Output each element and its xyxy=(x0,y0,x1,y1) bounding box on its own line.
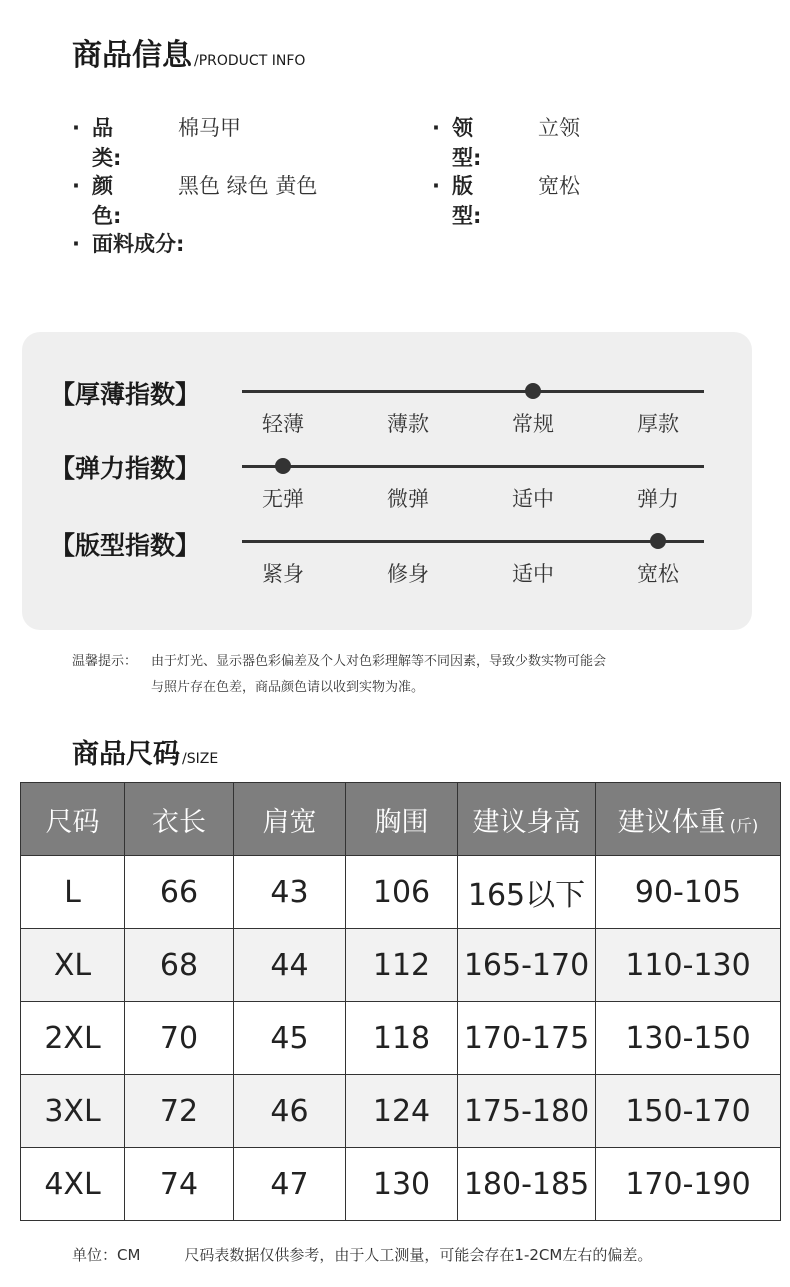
scale-label: 微弹 xyxy=(387,487,429,511)
info-key: 颜 色: xyxy=(92,174,155,228)
table-cell: 44 xyxy=(234,929,346,1002)
size-title xyxy=(72,732,218,771)
product-info-title xyxy=(72,30,305,74)
table-cell: 112 xyxy=(346,929,458,1002)
product-info-heading: 商品信息 xyxy=(72,38,192,73)
scale-label: 厚款 xyxy=(637,412,679,436)
table-cell: 165以下 xyxy=(458,856,596,929)
note-line: 由于灯光、显示器色彩偏差及个人对色彩理解等不同因素，导致少数实物可能会 xyxy=(151,654,607,669)
scale-label: 弹力 xyxy=(637,487,679,511)
note-label: 温馨提示： xyxy=(72,654,138,669)
table-cell: 170-175 xyxy=(458,1002,596,1075)
thickness-index-track xyxy=(242,390,704,393)
table-cell: XL xyxy=(21,929,125,1002)
column-header: 肩宽 xyxy=(234,783,346,856)
table-cell: 130 xyxy=(346,1148,458,1221)
info-row-fit xyxy=(432,170,580,230)
bullet-icon: · xyxy=(432,174,440,198)
table-cell: 165-170 xyxy=(458,929,596,1002)
info-key: 面料成分: xyxy=(92,232,185,256)
info-row-collar xyxy=(432,112,580,172)
bullet-icon: · xyxy=(72,116,80,140)
size-table xyxy=(20,782,781,1221)
scale-label: 宽松 xyxy=(637,562,679,586)
bullet-icon: · xyxy=(72,232,80,256)
table-row xyxy=(21,1002,781,1075)
scale-label: 轻薄 xyxy=(262,412,304,436)
table-cell: 3XL xyxy=(21,1075,125,1148)
column-header: 建议体重 xyxy=(617,806,726,838)
scale-label: 紧身 xyxy=(262,562,304,586)
bullet-icon: · xyxy=(432,116,440,140)
table-cell: 46 xyxy=(234,1075,346,1148)
info-row-category xyxy=(72,112,241,172)
column-header: 衣长 xyxy=(125,783,234,856)
info-key: 版 型: xyxy=(452,174,515,228)
table-cell: 70 xyxy=(125,1002,234,1075)
size-heading: 商品尺码 xyxy=(72,739,180,770)
table-cell: 72 xyxy=(125,1075,234,1148)
table-row xyxy=(21,1075,781,1148)
thickness-index-marker xyxy=(525,383,541,399)
scale-label: 常规 xyxy=(512,412,554,436)
note-line: 与照片存在色差，商品颜色请以收到实物为准。 xyxy=(151,680,425,695)
table-row xyxy=(21,1148,781,1221)
info-value: 宽松 xyxy=(538,174,580,198)
table-cell: 2XL xyxy=(21,1002,125,1075)
scale-label: 薄款 xyxy=(387,412,429,436)
table-row xyxy=(21,929,781,1002)
column-header: 胸围 xyxy=(346,783,458,856)
info-value: 棉马甲 xyxy=(178,116,241,140)
scale-label: 适中 xyxy=(512,487,554,511)
table-cell: 66 xyxy=(125,856,234,929)
table-cell: 118 xyxy=(346,1002,458,1075)
table-header-row xyxy=(21,783,781,856)
column-header: 尺码 xyxy=(21,783,125,856)
table-cell: 150-170 xyxy=(596,1075,781,1148)
table-cell: 43 xyxy=(234,856,346,929)
scale-label: 适中 xyxy=(512,562,554,586)
footer-text: 尺码表数据仅供参考，由于人工测量，可能会存在1-2CM左右的偏差。 xyxy=(184,1246,653,1264)
table-cell: 4XL xyxy=(21,1148,125,1221)
table-cell: 170-190 xyxy=(596,1148,781,1221)
table-cell: 47 xyxy=(234,1148,346,1221)
info-key: 品 类: xyxy=(92,116,155,170)
table-cell: 175-180 xyxy=(458,1075,596,1148)
scale-label: 无弹 xyxy=(262,487,304,511)
weight-unit: (斤) xyxy=(729,815,759,835)
table-cell: 110-130 xyxy=(596,929,781,1002)
size-subtitle: /SIZE xyxy=(182,751,219,767)
table-cell: 124 xyxy=(346,1075,458,1148)
column-header-weight xyxy=(596,783,781,856)
table-row xyxy=(21,856,781,929)
fit-index-label: 【版型指数】 xyxy=(50,531,201,560)
column-header: 建议身高 xyxy=(458,783,596,856)
info-key: 领 型: xyxy=(452,116,515,170)
table-cell: 130-150 xyxy=(596,1002,781,1075)
elasticity-index-track xyxy=(242,465,704,468)
table-cell: 68 xyxy=(125,929,234,1002)
thickness-index-label: 【厚薄指数】 xyxy=(50,380,201,409)
product-info-subtitle: /PRODUCT INFO xyxy=(194,53,306,69)
table-cell: 45 xyxy=(234,1002,346,1075)
footer-note xyxy=(72,1244,652,1265)
footer-unit: 单位：CM xyxy=(72,1246,141,1264)
table-cell: 90-105 xyxy=(596,856,781,929)
fit-index-marker xyxy=(650,533,666,549)
elasticity-index-label: 【弹力指数】 xyxy=(50,454,201,483)
info-value: 黑色 绿色 黄色 xyxy=(178,174,318,198)
table-cell: 74 xyxy=(125,1148,234,1221)
fit-index-track xyxy=(242,540,704,543)
info-row-fabric xyxy=(72,228,184,258)
info-row-color xyxy=(72,170,317,230)
bullet-icon: · xyxy=(72,174,80,198)
scale-label: 修身 xyxy=(387,562,429,586)
elasticity-index-marker xyxy=(275,458,291,474)
table-cell: 180-185 xyxy=(458,1148,596,1221)
info-value: 立领 xyxy=(538,116,580,140)
table-cell: 106 xyxy=(346,856,458,929)
table-cell: L xyxy=(21,856,125,929)
